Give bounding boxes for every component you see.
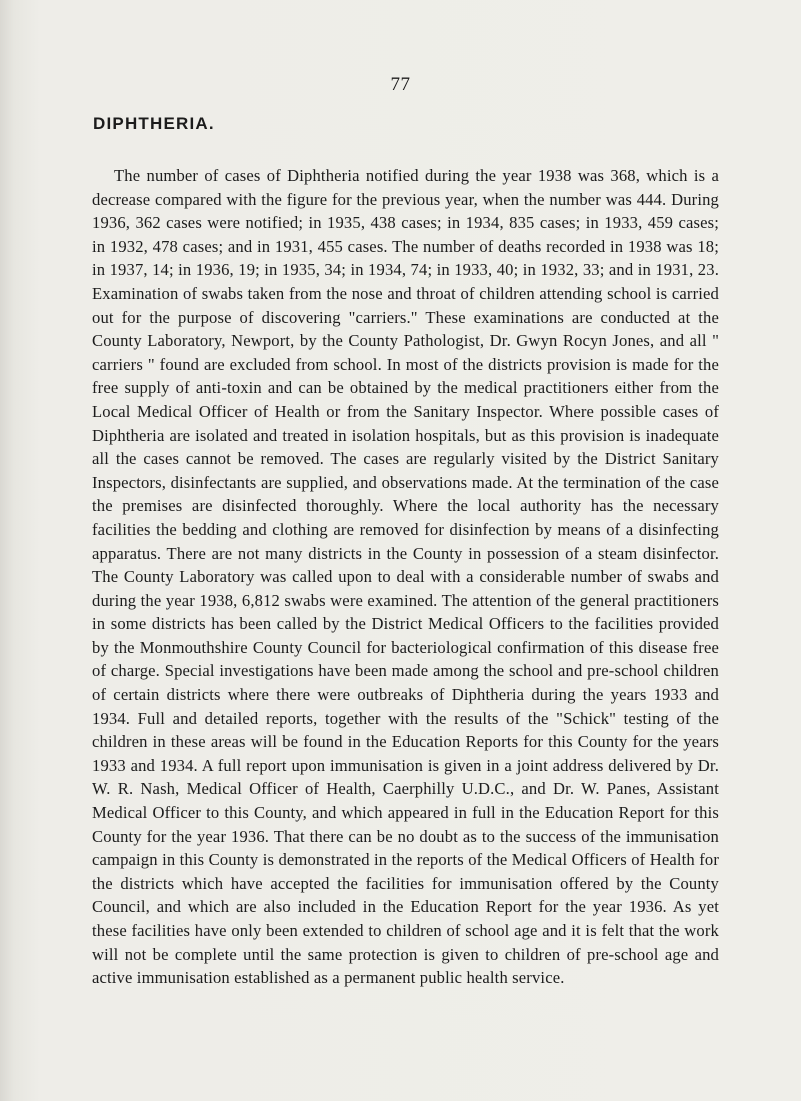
page-number: 77	[390, 74, 411, 95]
body-paragraph: The number of cases of Diphtheria notified during the year 1938 was 368, which is a decrease compared with the figure for the previous year, when the number was 444. During 1936, 362 cases were notified; in 1935, 438 cases; in 1934, 835 cases; in 1933, 459 cases; in 1932, 478 cases; and in 1931, 455 cases. The number of deaths recorded in 1938 was 18; in 1937, 14; in 1936, 19; in 1935, 34; in 1934, 74; in 1933, 40; in 1932, 33; and in 1931, 23. Examination of swabs taken from the nose and throat of children attending school is carried out for the purpose of discovering "carriers." These examinations are conducted at the County Laboratory, Newport, by the County Pathologist, Dr. Gwyn Rocyn Jones, and all " carriers " found are excluded from school. In most of the districts provision is made for the free supply of anti-toxin and can be obtained by the medical practitioners either from the Local Medical Officer of Health or from the Sanitary Inspector. Where possible cases of Diphtheria are isolated and treated in isolation hospitals, but as this provision is inadequate all the cases cannot be removed. The cases are regularly visited by the District Sanitary Inspectors, disinfectants are supplied, and observations made. At the termination of the case the premises are disinfected thoroughly. Where the local authority has the necessary facilities the bedding and clothing are removed for disinfection by means of a disinfecting apparatus. There are not many districts in the County in possession of a steam disinfector. The County Laboratory was called upon to deal with a considerable number of swabs and during the year 1938, 6,812 swabs were examined. The attention of the general practitioners in some districts has been called by the District Medical Officers to the facilities provided by the Monmouthshire County Council for bacteriological confirmation of this disease free of charge. Special investigations have been made among the school and pre-school children of certain districts where there were outbreaks of Diphtheria during the years 1933 and 1934. Full and detailed reports, together with the results of the "Schick" testing of the children in these areas will be found in the Education Reports for this County for the years 1933 and 1934. A full report upon immunisation is given in a joint address delivered by Dr. W. R. Nash, Medical Officer of Health, Caerphilly U.D.C., and Dr. W. Panes, Assistant Medical Officer to this County, and which appeared in full in the Education Report for this County for the year 1936. That there can be no doubt as to the success of the immunisation campaign in this County is demonstrated in the reports of the Medical Officers of Health for the districts which have accepted the facilities for immunisation offered by the County Council, and which are also included in the Education Report for the year 1936. As yet these facilities have only been extended to children of school age and it is felt that the work will not be complete until the same protection is given to children of pre-school age and active immunisation established as a permanent public health service.	[92, 166, 719, 988]
section-heading: DIPHTHERIA.	[93, 114, 215, 133]
